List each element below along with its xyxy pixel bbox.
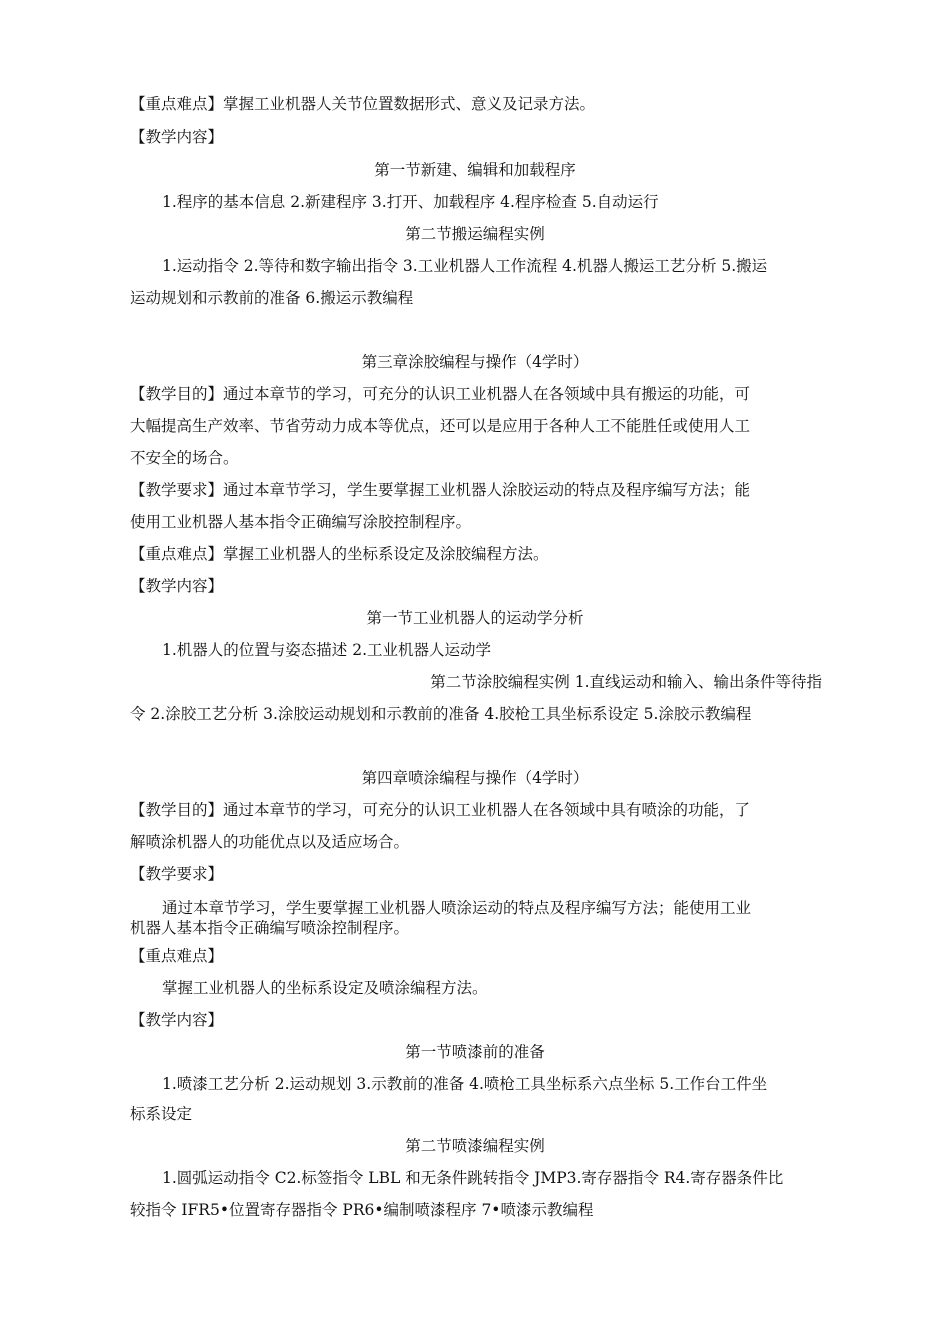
key-points-label: 【重点难点】 [130, 947, 224, 965]
teaching-purpose-paragraph: 【教学目的】通过本章节的学习，可充分的认识工业机器人在各领域中具有搬运的功能，可 [130, 385, 751, 403]
key-points-paragraph: 【重点难点】掌握工业机器人的坐标系设定及涂胶编程方法。 [130, 545, 549, 563]
teaching-purpose-paragraph: 不安全的场合。 [130, 449, 239, 467]
section-content-line: 1.喷漆工艺分析 2.运动规划 3.示教前的准备 4.喷枪工具坐标系六点坐标 5.工作台工件坐 [162, 1075, 768, 1093]
teaching-requirement-paragraph: 机器人基本指令正确编写喷涂控制程序。 [130, 919, 410, 937]
teaching-content-label: 【教学内容】 [130, 577, 224, 595]
section-heading: 第二节搬运编程实例 [405, 225, 545, 243]
section-content-line: 第二节涂胶编程实例 1.直线运动和输入、输出条件等待指 [430, 673, 822, 691]
key-points-paragraph: 【重点难点】掌握工业机器人关节位置数据形式、意义及记录方法。 [130, 95, 596, 113]
key-points-paragraph: 掌握工业机器人的坐标系设定及喷涂编程方法。 [162, 979, 488, 997]
section-content-line: 1.圆弧运动指令 C2.标签指令 LBL 和无条件跳转指令 JMP3.寄存器指令 R4.寄存器条件比 [162, 1169, 784, 1187]
teaching-requirement-paragraph: 通过本章节学习，学生要掌握工业机器人喷涂运动的特点及程序编写方法；能使用工业 [162, 899, 752, 917]
chapter-heading: 第四章喷涂编程与操作（4学时） [361, 769, 589, 787]
teaching-purpose-paragraph: 大幅提高生产效率、节省劳动力成本等优点，还可以是应用于各种人工不能胜任或使用人工 [130, 417, 751, 435]
section-content-line: 运动规划和示教前的准备 6.搬运示教编程 [130, 289, 414, 307]
section-content-line: 标系设定 [130, 1105, 193, 1123]
teaching-content-label: 【教学内容】 [130, 1011, 224, 1029]
section-content-line: 1.程序的基本信息 2.新建程序 3.打开、加载程序 4.程序检查 5.自动运行 [162, 193, 659, 211]
teaching-requirement-paragraph: 【教学要求】通过本章节学习，学生要掌握工业机器人涂胶运动的特点及程序编写方法；能 [130, 481, 751, 499]
section-content-line: 1.运动指令 2.等待和数字输出指令 3.工业机器人工作流程 4.机器人搬运工艺分析 5.搬运 [162, 257, 768, 275]
section-content-line: 令 2.涂胶工艺分析 3.涂胶运动规划和示教前的准备 4.胶枪工具坐标系设定 5.涂胶示教编程 [130, 705, 752, 723]
section-content-line: 1.机器人的位置与姿态描述 2.工业机器人运动学 [162, 641, 492, 659]
teaching-requirement-label: 【教学要求】 [130, 865, 224, 883]
section-heading: 第一节喷漆前的准备 [405, 1043, 545, 1061]
section-heading: 第二节喷漆编程实例 [405, 1137, 545, 1155]
chapter-heading: 第三章涂胶编程与操作（4学时） [361, 353, 589, 371]
teaching-content-label: 【教学内容】 [130, 128, 224, 146]
section-heading: 第一节工业机器人的运动学分析 [366, 609, 584, 627]
section-content-line: 较指令 IFR5•位置寄存器指令 PR6•编制喷漆程序 7•喷漆示教编程 [130, 1201, 594, 1219]
teaching-requirement-paragraph: 使用工业机器人基本指令正确编写涂胶控制程序。 [130, 513, 472, 531]
teaching-purpose-paragraph: 【教学目的】通过本章节的学习，可充分的认识工业机器人在各领域中具有喷涂的功能，了 [130, 801, 751, 819]
section-heading: 第一节新建、编辑和加载程序 [374, 161, 576, 179]
teaching-purpose-paragraph: 解喷涂机器人的功能优点以及适应场合。 [130, 833, 410, 851]
